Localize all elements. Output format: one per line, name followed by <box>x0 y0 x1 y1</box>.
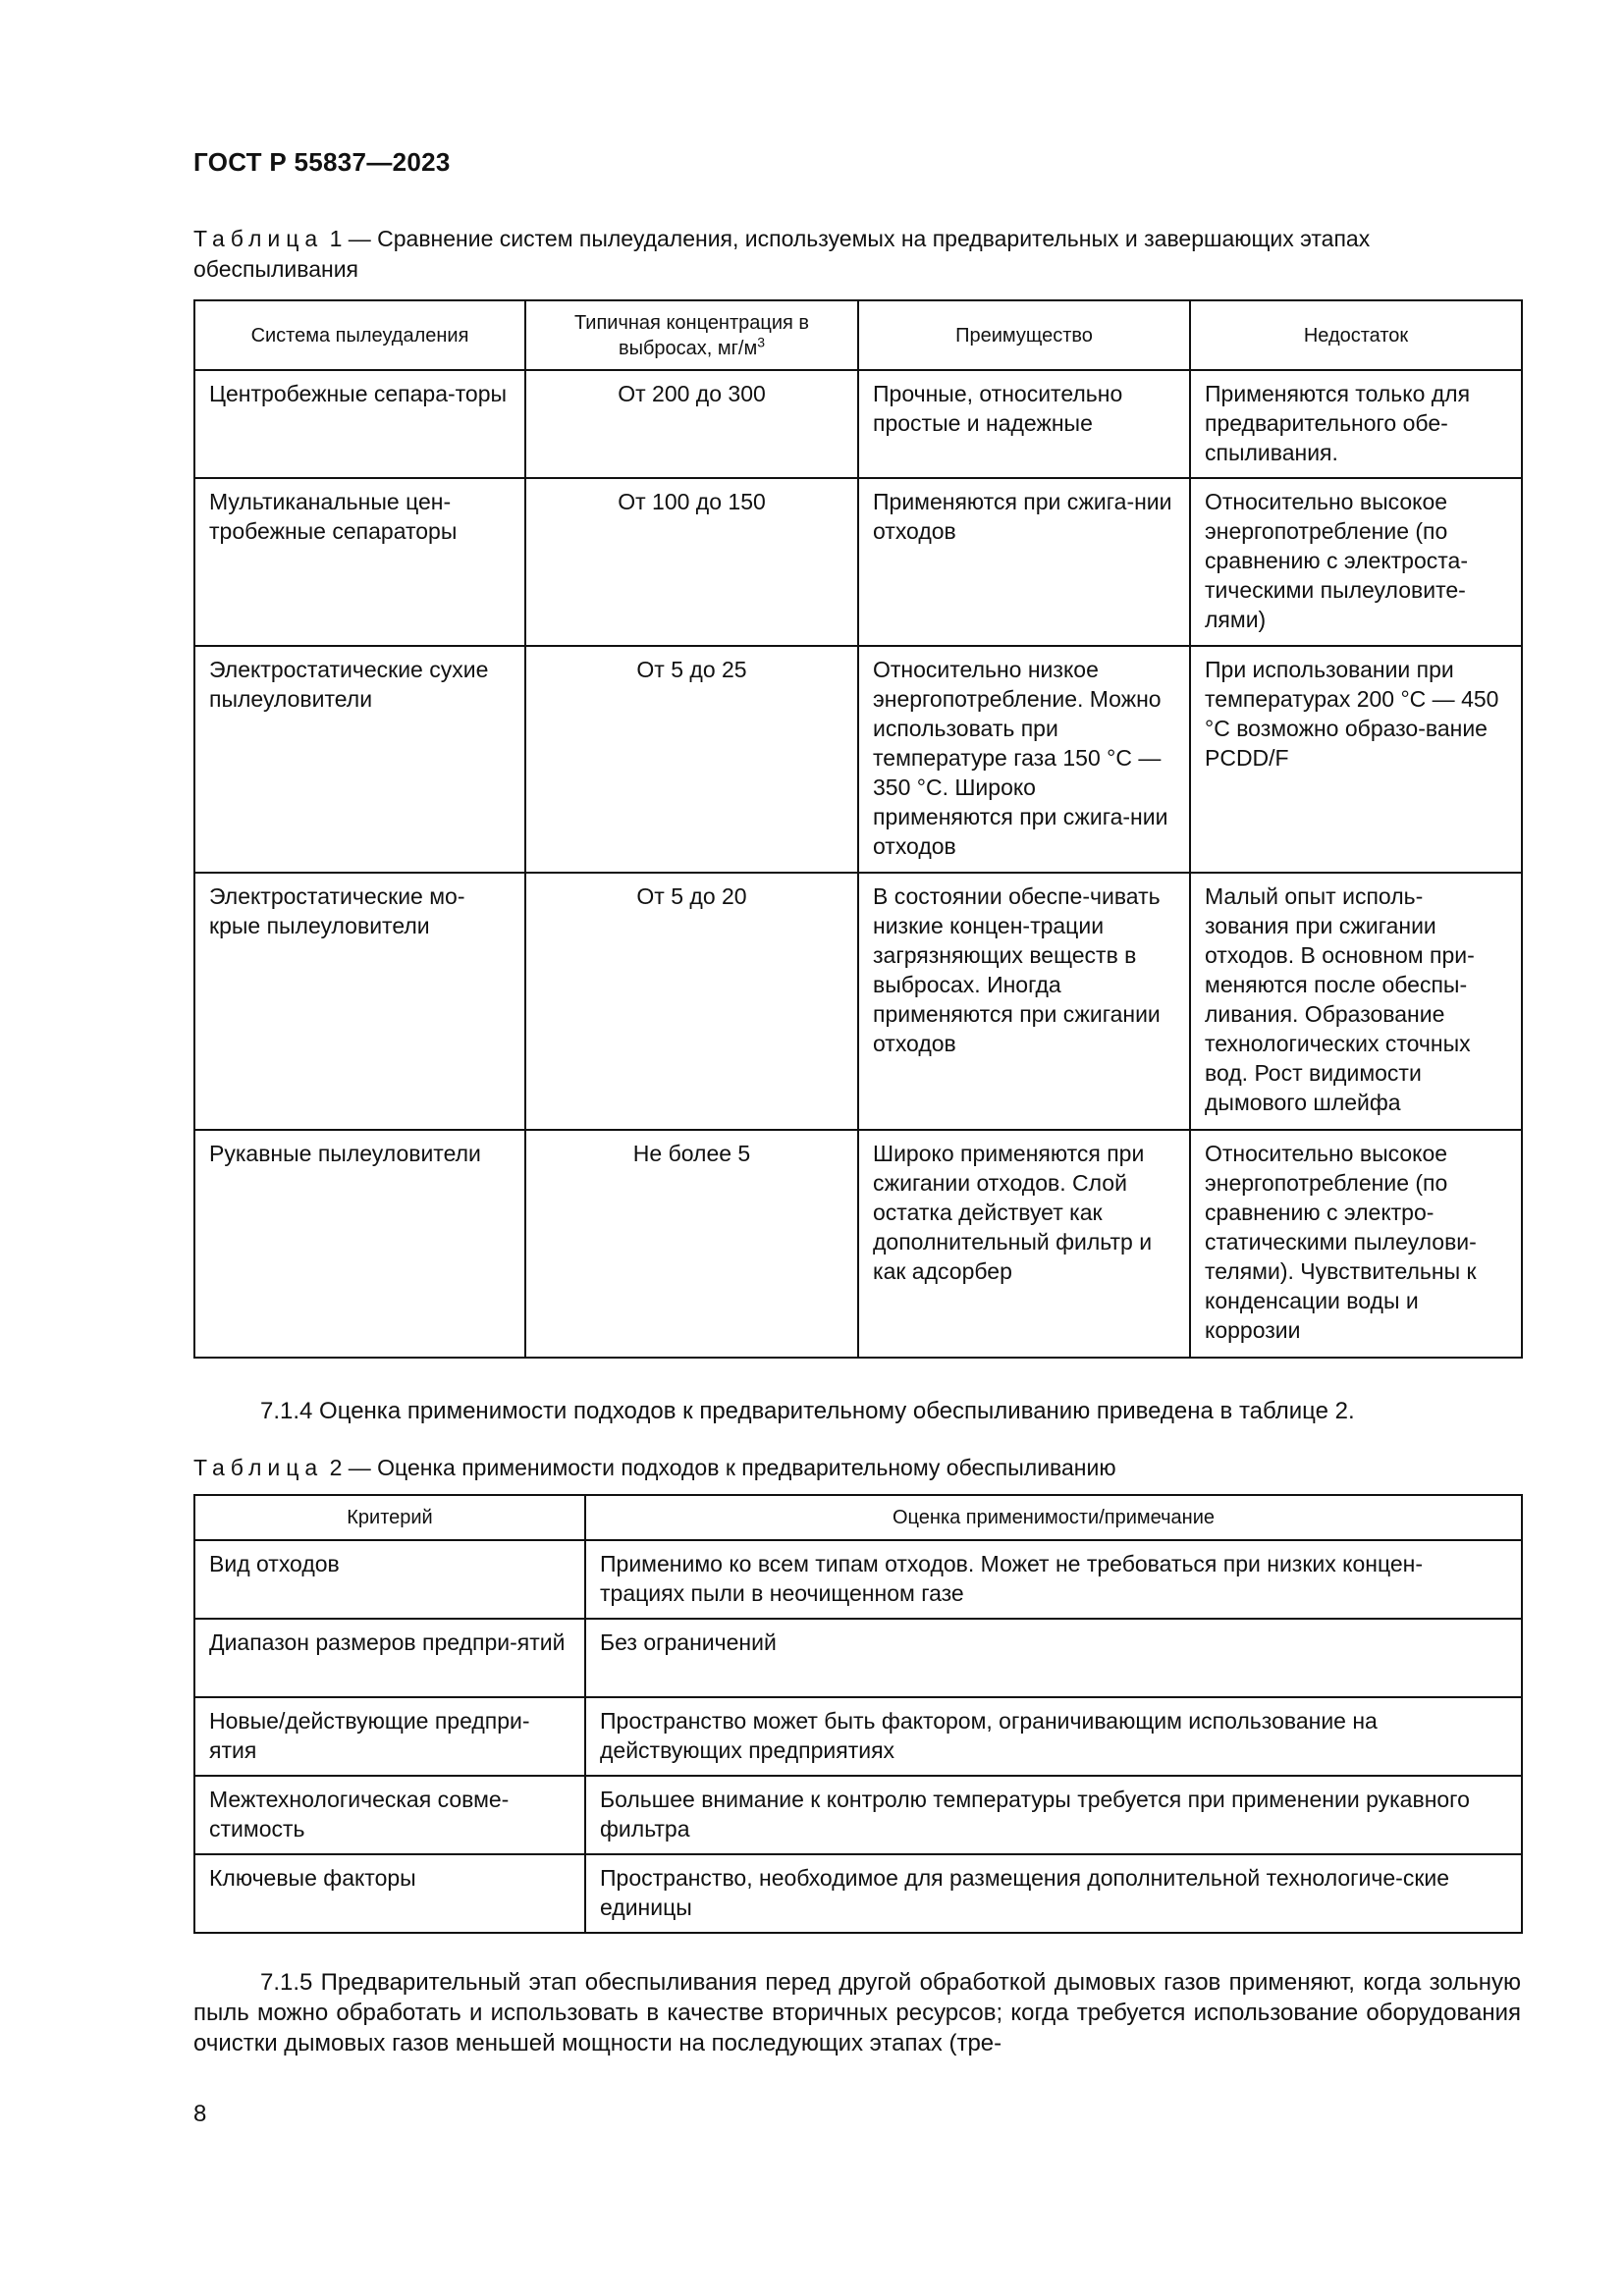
table-cell-concentration: От 5 до 20 <box>525 873 858 1130</box>
table1-caption <box>193 224 1521 285</box>
page-number: 8 <box>193 2101 207 2127</box>
table-cell-note: Большее внимание к контролю температуры требуется при применении рукавного фильтра <box>585 1776 1522 1854</box>
table-cell-criterion: Межтехнологическая совме-стимость <box>194 1776 585 1854</box>
table2-caption-word: Таблица <box>193 1455 324 1480</box>
table-cell-criterion: Диапазон размеров предпри-ятий <box>194 1619 585 1697</box>
table1-header-concentration <box>525 300 858 370</box>
table2-applicability-assessment <box>193 1494 1523 1934</box>
table-cell-criterion: Ключевые факторы <box>194 1854 585 1933</box>
table1-header-advantage: Преимущество <box>858 300 1190 370</box>
paragraph-7-1-5-text: 7.1.5 Предварительный этап обеспыливания перед другой обработкой дымовых газов применяют, когда зольную пыль можно обработать и использовать в качестве вторичных ресурсов; когда требуется использование оборудования очистки дымовых газов меньшей мощности на последующих этапах (тре- <box>193 1969 1521 2056</box>
table-row <box>194 1619 1522 1697</box>
table-cell-advantage: Широко применяются при сжигании отходов. Слой остатка действует как дополнительный фильтр и как адсорбер <box>858 1130 1190 1358</box>
table-cell-note: Применимо ко всем типам отходов. Может не требоваться при низких концен-трациях пыли в неочищенном газе <box>585 1540 1522 1619</box>
table-cell-disadvantage: Относительно высокое энергопотребление (по сравнению с электроста-тическими пылеуловите-лями) <box>1190 478 1522 646</box>
table-row <box>194 478 1522 646</box>
table-row <box>194 1854 1522 1933</box>
table-cell-note: Пространство может быть фактором, ограничивающим использование на действующих предприятиях <box>585 1697 1522 1776</box>
table2-caption <box>193 1453 1521 1483</box>
table-cell-concentration: От 5 до 25 <box>525 646 858 873</box>
table-cell-disadvantage: Применяются только для предварительного обе-спыливания. <box>1190 370 1522 478</box>
table-cell-criterion: Вид отходов <box>194 1540 585 1619</box>
table-cell-system: Электростатические сухие пылеуловители <box>194 646 525 873</box>
table-row <box>194 873 1522 1130</box>
table1-caption-text: 1 — Сравнение систем пылеудаления, используемых на предварительных и завершающих этапах обеспыливания <box>193 226 1371 282</box>
table-cell-concentration: От 200 до 300 <box>525 370 858 478</box>
table-cell-criterion: Новые/действующие предпри-ятия <box>194 1697 585 1776</box>
table-cell-advantage: В состоянии обеспе-чивать низкие концен-трации загрязняющих веществ в выбросах. Иногда применяются при сжигании отходов <box>858 873 1190 1130</box>
table-row <box>194 1776 1522 1854</box>
table-row <box>194 370 1522 478</box>
table1-header-row <box>194 300 1522 370</box>
table-cell-advantage: Применяются при сжига-нии отходов <box>858 478 1190 646</box>
table-cell-disadvantage: Относительно высокое энергопотребление (по сравнению с электро-статическими пылеулови-телями). Чувствительны к конденсации воды и коррозии <box>1190 1130 1522 1358</box>
table2-header-note: Оценка применимости/примечание <box>585 1495 1522 1540</box>
table-cell-system: Рукавные пылеуловители <box>194 1130 525 1358</box>
table-cell-system: Мультиканальные цен-тробежные сепараторы <box>194 478 525 646</box>
table-cell-concentration: От 100 до 150 <box>525 478 858 646</box>
table-cell-system: Электростатические мо-крые пылеуловители <box>194 873 525 1130</box>
unit-superscript: 3 <box>757 333 766 349</box>
table1-header-system: Система пылеудаления <box>194 300 525 370</box>
table-cell-note: Пространство, необходимое для размещения дополнительной технологиче-ские единицы <box>585 1854 1522 1933</box>
document-code-header: ГОСТ Р 55837—2023 <box>193 147 451 177</box>
table-cell-note: Без ограничений <box>585 1619 1522 1697</box>
table-cell-disadvantage: Малый опыт исполь-зования при сжигании отходов. В основном при-меняются после обеспы-ливания. Образование технологических сточных вод. Рост видимости дымового шлейфа <box>1190 873 1522 1130</box>
table1-caption-word: Таблица <box>193 226 324 251</box>
table1-dust-removal-comparison <box>193 299 1523 1359</box>
table1-header-disadvantage: Недостаток <box>1190 300 1522 370</box>
table-cell-advantage: Относительно низкое энергопотребление. Можно использовать при температуре газа 150 °С — 350 °С. Широко применяются при сжига-нии отходов <box>858 646 1190 873</box>
table-row <box>194 1540 1522 1619</box>
paragraph-7-1-4-text: 7.1.4 Оценка применимости подходов к предварительному обеспыливанию приведена в таблице 2. <box>260 1398 1355 1424</box>
table-row <box>194 1130 1522 1358</box>
table-cell-system: Центробежные сепара-торы <box>194 370 525 478</box>
paragraph-7-1-5 <box>193 1967 1521 2058</box>
table1-header-concentration-text: Типичная концентрация в выбросах, мг/м <box>573 311 810 359</box>
table-cell-concentration: Не более 5 <box>525 1130 858 1358</box>
table-cell-advantage: Прочные, относительно простые и надежные <box>858 370 1190 478</box>
paragraph-7-1-4 <box>193 1396 1521 1426</box>
table2-caption-text: 2 — Оценка применимости подходов к предварительному обеспыливанию <box>329 1455 1116 1480</box>
table2-header-criterion: Критерий <box>194 1495 585 1540</box>
table-row <box>194 646 1522 873</box>
table2-header-row <box>194 1495 1522 1540</box>
table-row <box>194 1697 1522 1776</box>
table-cell-disadvantage: При использовании при температурах 200 °С — 450 °С возможно образо-вание PCDD/F <box>1190 646 1522 873</box>
